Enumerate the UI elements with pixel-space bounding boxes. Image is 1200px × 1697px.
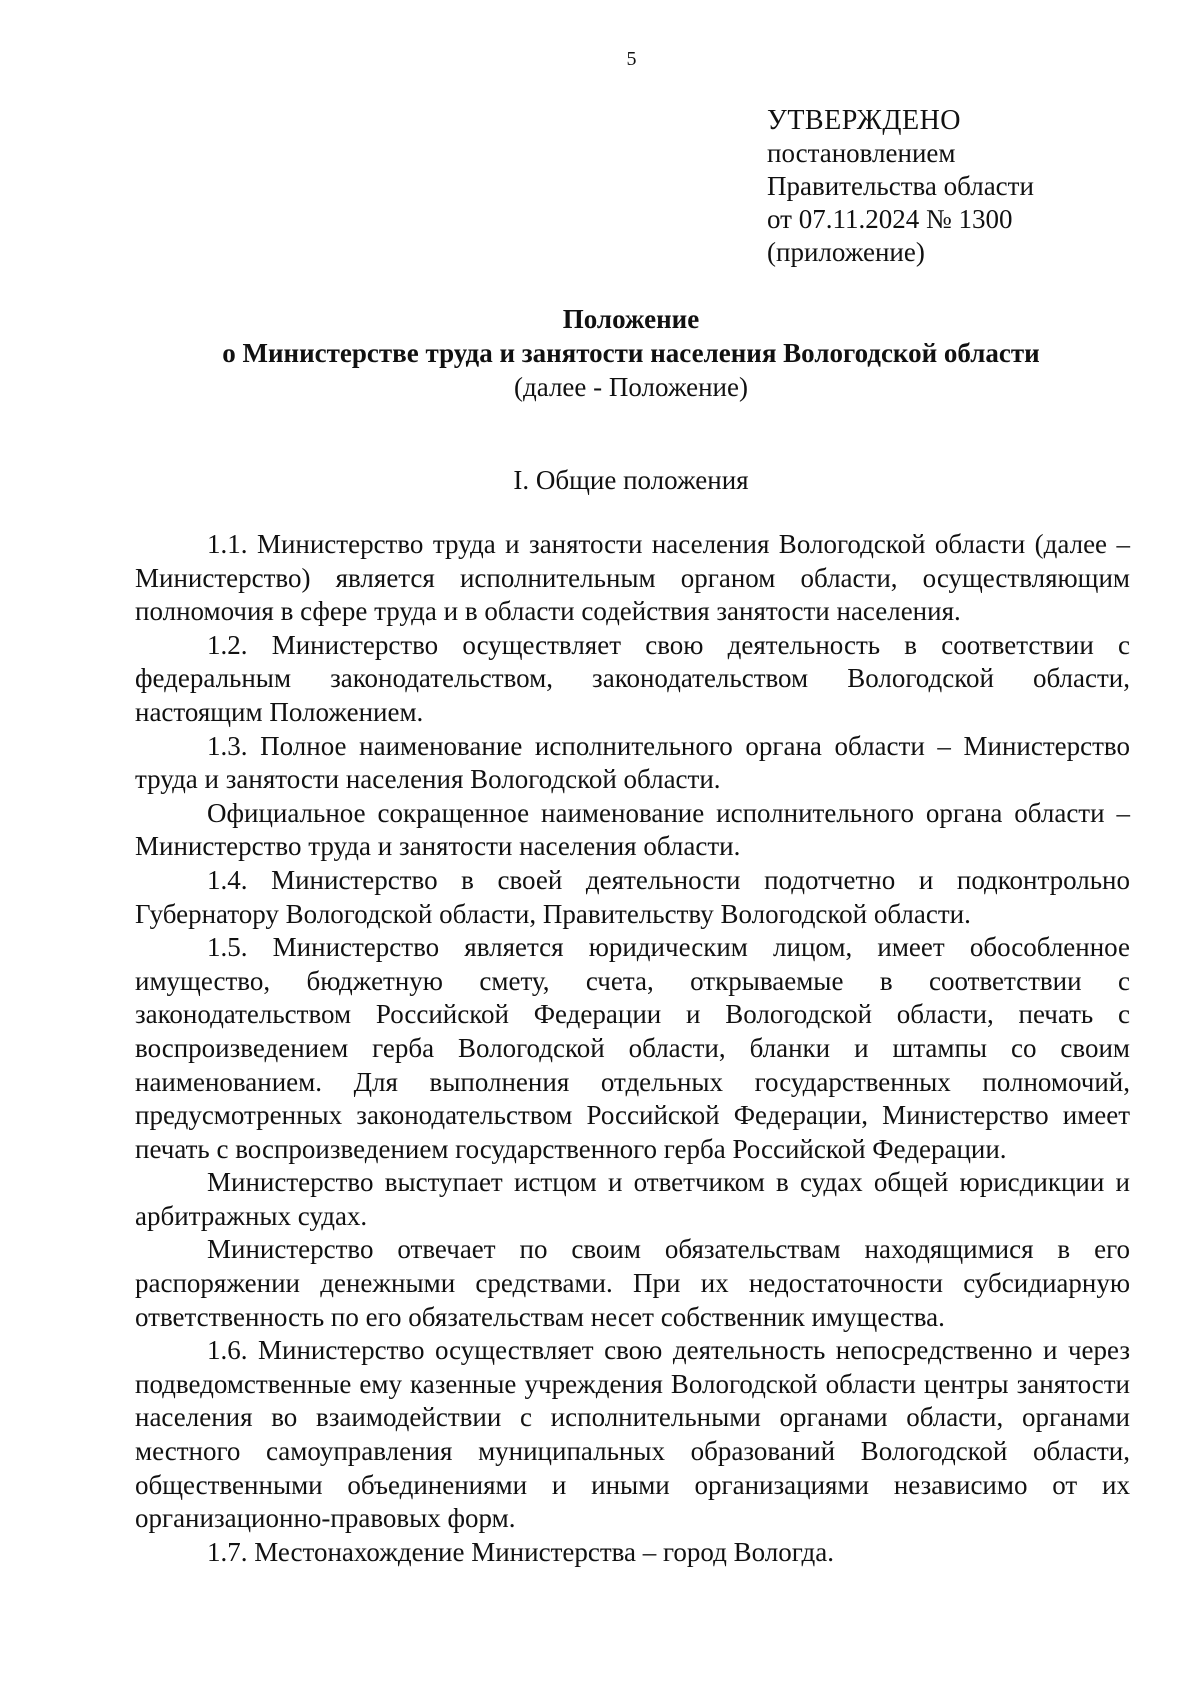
paragraph: 1.2. Министерство осуществляет свою деятельность в соответствии с федеральным законодательством, законодательством Вологодской области, настоящим Положением. xyxy=(135,629,1130,727)
document-title-note: (далее - Положение) xyxy=(514,372,748,402)
paragraph: Министерство выступает истцом и ответчиком в судах общей юрисдикции и арбитражных судах. xyxy=(135,1167,1130,1231)
paragraph: 1.5. Министерство является юридическим лицом, имеет обособленное имущество, бюджетную смету, счета, открываемые в соответствии с законодательством Российской Федерации и Вологодской области, печать с воспроизведением герба Вологодской области, бланки и штампы со своим наименованием. Для выполнения отдельных государственных полномочий, предусмотренных законодательством Российской Федерации, Министерство имеет печать с воспроизведением государственного герба Российской Федерации. xyxy=(135,932,1130,1164)
document-title: Положение xyxy=(562,304,700,334)
paragraph: Министерство отвечает по своим обязательствам находящимися в его распоряжении денежными средствами. При их недостаточности субсидиарную ответственность по его обязательствам несет собственник имущества. xyxy=(135,1234,1130,1332)
paragraph: 1.4. Министерство в своей деятельности подотчетно и подконтрольно Губернатору Вологодской области, Правительству Вологодской области. xyxy=(135,864,1130,929)
approval-stamp-block xyxy=(767,104,1034,269)
paragraph: Официальное сокращенное наименование исполнительного органа области – Министерство труда и занятости населения области. xyxy=(135,797,1130,862)
approval-heading: УТВЕРЖДЕНО xyxy=(767,105,962,136)
page-number: 5 xyxy=(626,48,637,70)
document-title-block xyxy=(120,302,1142,404)
paragraph: 1.3. Полное наименование исполнительного органа области – Министерство труда и занятости населения Вологодской области. xyxy=(135,730,1130,795)
paragraph: 1.7. Местонахождение Министерства – город Вологда. xyxy=(207,1536,834,1567)
approval-line: постановлением xyxy=(767,138,956,168)
approval-line: Правительства области xyxy=(767,171,1034,201)
document-subtitle: о Министерстве труда и занятости населения Вологодской области xyxy=(222,338,1040,368)
document-body xyxy=(135,528,1130,1569)
approval-date-number: от 07.11.2024 № 1300 xyxy=(767,204,1013,234)
approval-line: (приложение) xyxy=(767,237,925,267)
section-heading: I. Общие положения xyxy=(513,465,749,495)
paragraph: 1.6. Министерство осуществляет свою деятельность непосредственно и через подведомственные ему казенные учреждения Вологодской области центры занятости населения во взаимодействии с исполнительными органами области, органами местного самоуправления муниципальных образований Вологодской области, общественными объединениями и иными организациями независимо от их организационно-правовых форм. xyxy=(135,1335,1130,1534)
paragraph: 1.1. Министерство труда и занятости населения Вологодской области (далее – Министерство) является исполнительным органом области, осуществляющим полномочия в сфере труда и в области содействия занятости населения. xyxy=(135,529,1130,627)
